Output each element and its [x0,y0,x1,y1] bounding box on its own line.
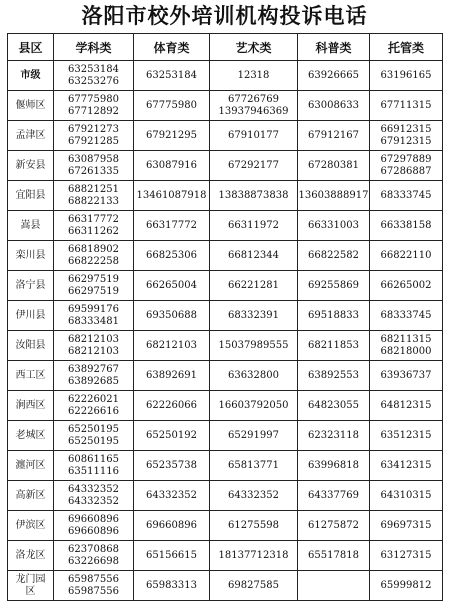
phone-number: 66331003 [308,219,359,231]
county-cell [8,361,54,391]
childcare-phone-cell [370,301,443,331]
sports-phone-cell [134,151,210,181]
phone-number: 63196165 [380,69,432,81]
phone-number: 69350688 [146,309,197,321]
county-name-line: 市级 [20,69,41,81]
phone-number: 67286887 [380,165,432,177]
county-name-line: 西工区 [15,369,46,381]
phone-number: 69697315 [380,519,432,531]
arts-phone-cell [210,451,298,481]
table-row [8,91,443,121]
county-cell [8,481,54,511]
phone-number: 62370868 [68,543,119,555]
county-cell [8,421,54,451]
academic-phone-cell [54,361,134,391]
phone-number: 66265002 [380,279,432,291]
county-name-line: 涧西区 [15,399,46,411]
phone-number: 65250192 [146,429,197,441]
phone-number: 13461087918 [136,189,207,201]
childcare-phone-cell [370,271,443,301]
county-cell [8,331,54,361]
phone-number: 67912167 [308,129,359,141]
phone-number: 66265004 [146,279,197,291]
science-phone-cell [298,331,370,361]
phone-number: 66338158 [380,219,432,231]
phone-number: 63996818 [308,459,359,471]
county-name-line: 龙门园 [15,573,46,585]
header-academic: 学科类 [54,34,134,61]
county-name-line: 孟津区 [15,129,46,141]
phone-number: 13937946369 [218,105,289,117]
arts-phone-cell [210,391,298,421]
arts-phone-cell [210,121,298,151]
arts-phone-cell [210,301,298,331]
arts-phone-cell [210,421,298,451]
academic-phone-cell [54,391,134,421]
sports-phone-cell [134,511,210,541]
science-phone-cell [298,271,370,301]
table-row [8,331,443,361]
phone-number: 66822110 [380,249,432,261]
county-cell [8,91,54,121]
phone-number: 69255869 [308,279,359,291]
table-body [8,61,443,601]
phone-number: 66825306 [146,249,197,261]
sports-phone-cell [134,361,210,391]
phone-number: 67775980 [68,93,119,105]
science-phone-cell [298,181,370,211]
county-cell [8,451,54,481]
table-row [8,361,443,391]
county-name-line: 洛宁县 [15,279,46,291]
academic-phone-cell [54,151,134,181]
sports-phone-cell [134,181,210,211]
header-childcare: 托管类 [370,34,443,61]
childcare-phone-cell [370,211,443,241]
phone-number: 63253276 [68,75,119,87]
phone-number: 67726769 [228,93,279,105]
county-cell [8,241,54,271]
phone-number: 67712892 [68,105,119,117]
phone-number: 67910177 [228,129,279,141]
phone-number: 64332352 [68,495,119,507]
sports-phone-cell [134,271,210,301]
phone-number: 65250195 [68,423,119,435]
phone-number: 66221281 [228,279,279,291]
childcare-phone-cell [370,391,443,421]
phone-number: 64310315 [380,489,432,501]
phone-number: 66311262 [68,225,119,237]
academic-phone-cell [54,181,134,211]
childcare-phone-cell [370,481,443,511]
county-cell [8,511,54,541]
academic-phone-cell [54,481,134,511]
phone-number: 64823055 [308,399,359,411]
academic-phone-cell [54,241,134,271]
county-cell [8,151,54,181]
phone-number: 66317772 [146,219,197,231]
phone-number: 62226616 [68,405,119,417]
phone-number: 63926665 [308,69,359,81]
county-name-line: 瀍河区 [15,459,46,471]
childcare-phone-cell [370,241,443,271]
childcare-phone-cell [370,331,443,361]
phone-number: 65987556 [68,585,119,597]
science-phone-cell [298,481,370,511]
science-phone-cell [298,121,370,151]
science-phone-cell [298,571,370,601]
sports-phone-cell [134,391,210,421]
academic-phone-cell [54,271,134,301]
phone-number: 63511116 [68,465,119,477]
table-row [8,301,443,331]
childcare-phone-cell [370,151,443,181]
sports-phone-cell [134,481,210,511]
phone-number: 63512315 [380,429,432,441]
phone-number: 64332352 [146,489,197,501]
table-row [8,211,443,241]
county-name-line: 区 [25,585,36,597]
header-arts: 艺术类 [210,34,298,61]
table-row [8,391,443,421]
phone-number: 67921273 [68,123,119,135]
phone-number: 67297889 [380,153,432,165]
phone-number: 68211853 [308,339,359,351]
phone-number: 68333745 [380,189,432,201]
phone-number: 65291997 [228,429,279,441]
phone-number: 63087916 [146,159,197,171]
sports-phone-cell [134,541,210,571]
phone-number: 67261335 [68,165,119,177]
phone-number: 63253184 [68,63,119,75]
phone-number: 16603792050 [218,399,289,411]
phone-number: 68212103 [68,345,119,357]
phone-number: 67775980 [146,99,197,111]
arts-phone-cell [210,481,298,511]
phone-number: 66822582 [308,249,359,261]
table-row [8,511,443,541]
phone-number: 63253184 [146,69,197,81]
phone-number: 65813771 [228,459,279,471]
sports-phone-cell [134,91,210,121]
phone-number: 68333745 [380,309,432,321]
county-cell [8,571,54,601]
header-science: 科普类 [298,34,370,61]
phone-number: 63226698 [68,555,119,567]
table-row [8,571,443,601]
science-phone-cell [298,151,370,181]
childcare-phone-cell [370,451,443,481]
phone-number: 67921285 [68,135,119,147]
phone-number: 67292177 [228,159,279,171]
academic-phone-cell [54,451,134,481]
phone-number: 67280381 [308,159,359,171]
arts-phone-cell [210,271,298,301]
childcare-phone-cell [370,571,443,601]
county-name-line: 洛龙区 [15,549,46,561]
arts-phone-cell [210,241,298,271]
phone-number: 69599176 [68,303,119,315]
phone-number: 68333481 [68,315,119,327]
childcare-phone-cell [370,61,443,91]
phone-number: 68211315 [380,333,432,345]
county-cell [8,541,54,571]
arts-phone-cell [210,511,298,541]
phone-number: 66317772 [68,213,119,225]
phone-number: 13838873838 [218,189,289,201]
county-cell [8,181,54,211]
science-phone-cell [298,91,370,121]
phone-number: 63087958 [68,153,119,165]
arts-phone-cell [210,181,298,211]
phone-number: 61275598 [228,519,279,531]
county-cell [8,391,54,421]
county-name-line: 新安县 [15,159,46,171]
phone-number: 68212103 [146,339,197,351]
academic-phone-cell [54,121,134,151]
science-phone-cell [298,451,370,481]
arts-phone-cell [210,211,298,241]
sports-phone-cell [134,61,210,91]
table-row [8,61,443,91]
childcare-phone-cell [370,361,443,391]
science-phone-cell [298,391,370,421]
phone-number: 67921295 [146,129,197,141]
science-phone-cell [298,361,370,391]
phone-number: 68218000 [380,345,432,357]
academic-phone-cell [54,301,134,331]
phone-number: 68332391 [228,309,279,321]
academic-phone-cell [54,571,134,601]
phone-number: 68212103 [68,333,119,345]
sports-phone-cell [134,331,210,361]
phone-number: 62323118 [308,429,359,441]
academic-phone-cell [54,421,134,451]
science-phone-cell [298,211,370,241]
phone-number: 66311972 [228,219,279,231]
sports-phone-cell [134,241,210,271]
table-row [8,481,443,511]
phone-number: 64332352 [228,489,279,501]
phone-number: 65999812 [380,579,432,591]
phone-number: 67912315 [380,135,432,147]
table-row [8,181,443,211]
arts-phone-cell [210,331,298,361]
sports-phone-cell [134,301,210,331]
arts-phone-cell [210,541,298,571]
county-cell [8,301,54,331]
phone-number: 67711315 [380,99,432,111]
header-county: 县区 [8,34,54,61]
science-phone-cell [298,61,370,91]
county-cell [8,211,54,241]
phone-number: 64332352 [68,483,119,495]
childcare-phone-cell [370,421,443,451]
phone-number: 64337769 [308,489,359,501]
arts-phone-cell [210,91,298,121]
phone-number: 63632800 [228,369,279,381]
county-cell [8,121,54,151]
phone-number: 66818902 [68,243,119,255]
science-phone-cell [298,421,370,451]
phone-number: 69660896 [146,519,197,531]
phone-number: 63008633 [308,99,359,111]
science-phone-cell [298,241,370,271]
phone-number: 63936737 [380,369,432,381]
phone-number: 63892767 [68,363,119,375]
phone-number: 65987556 [68,573,119,585]
academic-phone-cell [54,511,134,541]
arts-phone-cell [210,61,298,91]
county-cell [8,61,54,91]
county-name-line: 嵩县 [20,219,41,231]
county-cell [8,271,54,301]
county-name-line: 老城区 [15,429,46,441]
academic-phone-cell [54,211,134,241]
phone-number: 63892691 [146,369,197,381]
sports-phone-cell [134,571,210,601]
table-row [8,541,443,571]
arts-phone-cell [210,571,298,601]
childcare-phone-cell [370,91,443,121]
phone-number: 69660896 [68,525,119,537]
phone-number: 63892553 [308,369,359,381]
phone-number: 66297519 [68,273,119,285]
table-row [8,421,443,451]
childcare-phone-cell [370,121,443,151]
phone-number: 63127315 [380,549,432,561]
phone-number: 15037989555 [218,339,289,351]
phone-number: 65235738 [146,459,197,471]
table-row [8,241,443,271]
county-name-line: 伊川县 [15,309,46,321]
phone-number: 69660896 [68,513,119,525]
county-name-line: 汝阳县 [15,339,46,351]
sports-phone-cell [134,451,210,481]
table-row [8,451,443,481]
complaint-phone-table [7,33,443,601]
phone-number: 69518833 [308,309,359,321]
arts-phone-cell [210,151,298,181]
phone-number: 64812315 [380,399,432,411]
header-sports: 体育类 [134,34,210,61]
county-name-line: 高新区 [15,489,46,501]
table-row [8,271,443,301]
phone-number: 12318 [237,69,270,81]
science-phone-cell [298,301,370,331]
header-row [8,34,443,61]
science-phone-cell [298,511,370,541]
phone-number: 61275872 [308,519,359,531]
sports-phone-cell [134,211,210,241]
phone-number: 66822258 [68,255,119,267]
county-name-line: 宜阳县 [15,189,46,201]
county-name-line: 偃师区 [15,99,46,111]
phone-number: 65983313 [146,579,197,591]
table-row [8,121,443,151]
county-name-line: 伊滨区 [15,519,46,531]
phone-number: 18137712318 [218,549,289,561]
phone-number: 68822133 [68,195,119,207]
table-row [8,151,443,181]
academic-phone-cell [54,91,134,121]
science-phone-cell [298,541,370,571]
sports-phone-cell [134,421,210,451]
phone-number: 63412315 [380,459,432,471]
academic-phone-cell [54,331,134,361]
phone-number: 13603888917 [298,189,369,201]
childcare-phone-cell [370,541,443,571]
phone-number: 65250195 [68,435,119,447]
phone-number: 68821251 [68,183,119,195]
phone-number: 69827585 [228,579,279,591]
phone-number: 66297519 [68,285,119,297]
sports-phone-cell [134,121,210,151]
phone-number: 65517818 [308,549,359,561]
phone-number: 62226021 [68,393,119,405]
phone-number: 66912315 [380,123,432,135]
academic-phone-cell [54,541,134,571]
county-name-line: 栾川县 [15,249,46,261]
phone-number: 62226066 [146,399,197,411]
phone-number: 60861165 [68,453,119,465]
arts-phone-cell [210,361,298,391]
phone-number: 63892685 [68,375,119,387]
childcare-phone-cell [370,511,443,541]
phone-number: 65156615 [146,549,197,561]
childcare-phone-cell [370,181,443,211]
phone-number: 66812344 [228,249,279,261]
academic-phone-cell [54,61,134,91]
page-title: 洛阳市校外培训机构投诉电话 [81,4,368,28]
